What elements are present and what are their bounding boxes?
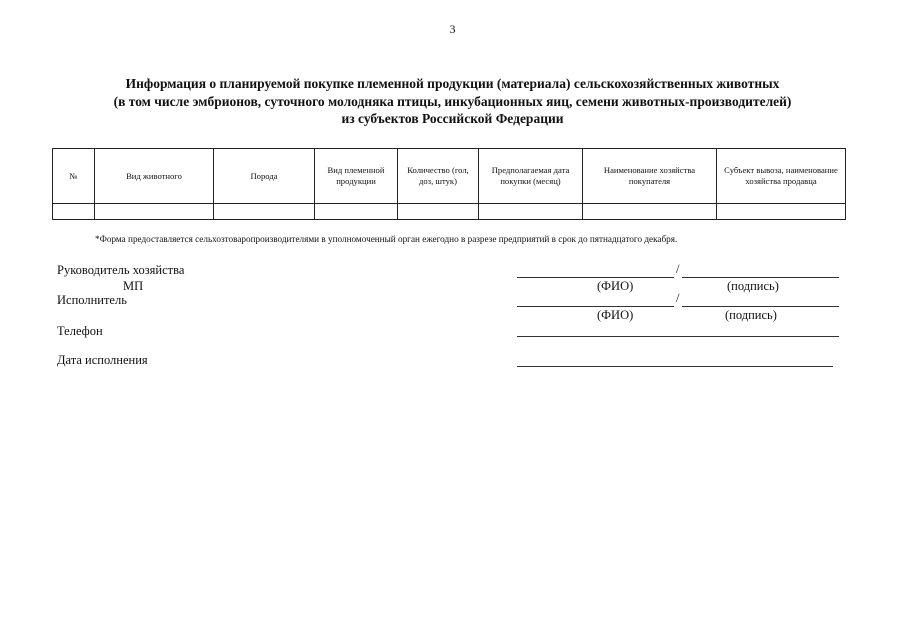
date-line[interactable] (517, 366, 833, 367)
table-cell[interactable] (95, 204, 214, 220)
date-label: Дата исполнения (57, 353, 148, 367)
head-signature-caption: (подпись) (727, 279, 779, 293)
head-of-farm-label: Руководитель хозяйства (57, 263, 185, 277)
table-cell[interactable] (717, 204, 846, 220)
header-number: № (53, 149, 95, 204)
table-cell[interactable] (315, 204, 398, 220)
table-cell[interactable] (53, 204, 95, 220)
title-line-2: (в том числе эмбрионов, суточного молодняка птицы, инкубационных яиц, семени животных-производителей) (113, 93, 792, 109)
header-quantity: Количество (гол, доз, штук) (398, 149, 479, 204)
header-animal-type: Вид животного (95, 149, 214, 204)
table-row (53, 204, 846, 220)
header-purchase-date: Предполагаемая дата покупки (месяц) (479, 149, 583, 204)
purchase-info-table (52, 148, 846, 220)
table-cell[interactable] (583, 204, 717, 220)
executor-fio-caption: (ФИО) (597, 308, 634, 322)
header-buyer-farm: Наименование хозяйства покупателя (583, 149, 717, 204)
executor-signature-caption: (подпись) (725, 308, 777, 322)
seal-label: МП (123, 279, 144, 293)
title-line-1: Информация о планируемой покупке племенной продукции (материала) сельскохозяйственных животных (125, 76, 780, 91)
table-cell[interactable] (214, 204, 315, 220)
footnote: *Форма предоставляется сельхозтоваропроизводителями в уполномоченный орган ежегодно в разрезе предприятий в срок до пятнадцатого декабря. (95, 234, 678, 244)
phone-line[interactable] (517, 336, 839, 337)
table-header-row (53, 149, 846, 204)
executor-label: Исполнитель (57, 293, 127, 307)
phone-label: Телефон (57, 324, 103, 338)
head-signature-line[interactable] (682, 277, 839, 278)
header-seller-region: Субъект вывоза, наименование хозяйства продавца (717, 149, 846, 204)
executor-separator: / (676, 291, 680, 305)
document-title (0, 75, 905, 128)
executor-signature-line[interactable] (682, 306, 839, 307)
head-fio-caption: (ФИО) (597, 279, 634, 293)
header-breed: Порода (214, 149, 315, 204)
table-cell[interactable] (398, 204, 479, 220)
title-line-3: из субъектов Российской Федерации (341, 111, 564, 126)
executor-fio-line[interactable] (517, 306, 674, 307)
head-fio-line[interactable] (517, 277, 674, 278)
head-separator: / (676, 262, 680, 276)
page-number: 3 (449, 22, 456, 36)
table-cell[interactable] (479, 204, 583, 220)
header-product-type: Вид племенной продукции (315, 149, 398, 204)
